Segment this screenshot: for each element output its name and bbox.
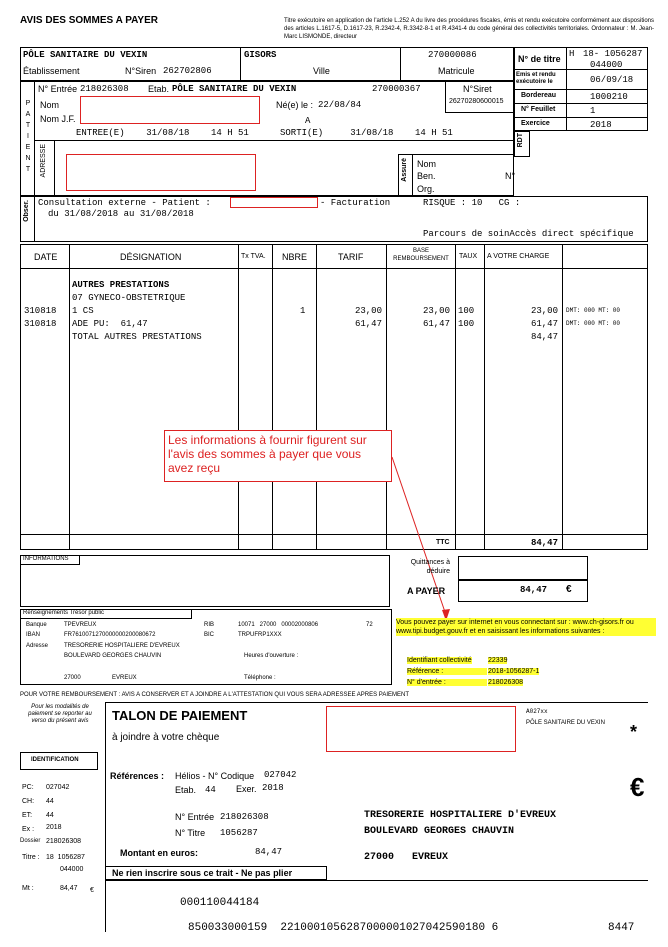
row1-base: 23,00: [422, 306, 450, 316]
dest-line1: TRESORERIE HOSPITALIERE D'EVREUX: [364, 810, 557, 821]
assure-nom-label: Nom: [417, 159, 437, 169]
quittances-box: [458, 556, 588, 580]
redacted-name-box: [80, 96, 260, 124]
etab-label: Etab.: [148, 84, 170, 94]
col-charge: A VOTRE CHARGE: [487, 253, 550, 260]
row1-nbre: 1: [300, 306, 306, 316]
row2-extra: DMT: 000 MT: 00: [566, 320, 621, 327]
emis-label: Emis et rendu exécutoire le: [516, 72, 556, 85]
exercice-label: Exercice: [521, 120, 550, 127]
internet-ref-label: Référence :: [407, 668, 487, 675]
matricule-value: 270000086: [428, 50, 477, 60]
talon-subtitle: à joindre à votre chèque: [112, 732, 220, 743]
assure-label: Assuré: [401, 158, 408, 182]
total-value: 84,47: [530, 332, 558, 342]
banque-label: Banque: [26, 622, 47, 628]
emis-date: 06/09/18: [590, 75, 634, 85]
ntitre-label: N° Titre: [175, 828, 206, 838]
identification-label: IDENTIFICATION: [31, 757, 79, 763]
dest-line2: BOULEVARD GEORGES CHAUVIN: [364, 826, 515, 837]
pc-label: PC:: [22, 784, 34, 791]
ne-rien-label: Ne rien inscrire sous ce trait - Ne pas plier: [112, 868, 293, 878]
titre-num-prefix: H: [569, 49, 575, 59]
obser-risque: RISQUE : 10 CG :: [423, 198, 521, 208]
dossier-label: Dossier: [20, 838, 41, 844]
quittances-label: Quittances à déduire: [410, 559, 450, 575]
informations-label: INFORMATIONS: [23, 556, 69, 562]
bic-value: TRPUFRP1XXX: [238, 632, 282, 638]
col-taux: TAUX: [459, 253, 478, 260]
talon-etab-label: Etab.: [175, 785, 197, 795]
entree-row: ENTREE(E) 31/08/18 14 H 51: [76, 128, 249, 138]
euro-icon: €: [630, 772, 645, 802]
titre-num-label: N° de titre: [518, 54, 561, 64]
banque-value: TPEVREUX: [64, 622, 97, 628]
talon-title: TALON DE PAIEMENT: [112, 708, 248, 723]
exercice-value: 2018: [590, 120, 612, 130]
adresse-label: ADRESSE: [40, 144, 47, 178]
section-title: AUTRES PRESTATIONS: [72, 280, 170, 290]
obser-label: Obser.: [23, 200, 30, 222]
dest-line3: 27000 EVREUX: [364, 852, 449, 863]
tresor-label: Renseignements Trésor public: [23, 610, 105, 616]
code-line2: 850033000159 2210001056287000001027042590180 6: [188, 922, 499, 934]
montant-value: 84,47: [255, 847, 283, 857]
col-base: BASE REMBOURSEMENT: [393, 248, 449, 262]
redacted-talon-box: [326, 706, 516, 752]
ch-value: 44: [46, 798, 54, 805]
row1-extra: DMT: 000 MT: 00: [566, 307, 621, 314]
nele-value: 22/08/84: [318, 100, 362, 110]
talon-note: Pour les modalités de paiement se reporter au verso du présent avis: [28, 704, 92, 724]
row2-designation: ADE PU: 61,47: [72, 319, 148, 329]
patient-etab-code: 270000367: [372, 84, 421, 94]
mt-euro: €: [90, 887, 94, 894]
exer-label: Exer.: [236, 784, 257, 794]
obser-line2: du 31/08/2018 au 31/08/2018: [48, 209, 194, 219]
col-tva: Tx TVA.: [241, 253, 266, 260]
entree-label: N° Entrée: [38, 84, 78, 94]
col-designation: DÉSIGNATION: [120, 252, 182, 262]
ttc-label: TTC: [436, 539, 450, 546]
codique-value: 027042: [264, 770, 297, 780]
remboursement-note: POUR VOTRE REMBOURSEMENT : AVIS A CONSERVER ET A JOINDRE A L'ATTESTATION QUI VOUS SERA ADRESSEE APRES PAIEMENT: [20, 692, 410, 698]
adresse-label-tresor: Adresse: [26, 643, 49, 649]
ch-label: CH:: [22, 798, 35, 805]
ntitre-value: 1056287: [220, 828, 258, 838]
nomjf-label: Nom J.F.: [40, 114, 76, 124]
et-value: 44: [46, 812, 54, 819]
row1-tarif: 23,00: [354, 306, 382, 316]
row2-date: 310818: [24, 319, 57, 329]
nom-label: Nom: [40, 100, 60, 110]
helios-label: Hélios - N° Codique: [175, 771, 255, 781]
siret-label: N°Siret: [463, 84, 492, 94]
bic-label: BIC: [204, 632, 215, 638]
total-label: TOTAL AUTRES PRESTATIONS: [72, 332, 202, 342]
obser-line1a: Consultation externe - Patient :: [38, 198, 211, 208]
mt-label: Mt :: [22, 885, 34, 892]
row1-designation: 1 CS: [72, 306, 94, 316]
row2-tarif: 61,47: [354, 319, 382, 329]
etablissement-label: Établissement: [23, 66, 80, 76]
feuillet-label: N° Feuillet: [521, 106, 556, 113]
internet-text: Vous pouvez payer sur internet en vous connectant sur : www.ch-gisors.fr ou www.tipi.budget.gouv.fr et en saisissant les informations suivantes :: [396, 618, 656, 636]
exer-value: 2018: [262, 783, 284, 793]
titre-label: Titre :: [22, 854, 40, 861]
nentree-value: 218026308: [220, 812, 269, 822]
pc-value: 027042: [46, 784, 70, 791]
col-date: DATE: [34, 252, 58, 262]
obser-parcours: Parcours de soinAccès direct spécifique: [423, 229, 634, 239]
code-line1: 000110044184: [180, 897, 260, 909]
sortie-row: SORTI(E) 31/08/18 14 H 51: [280, 128, 453, 138]
tresor-ville: EVREUX: [112, 675, 137, 681]
matricule-label: Matricule: [438, 66, 475, 76]
talon-code: A027xx: [526, 708, 548, 715]
apayer-value: 84,47: [520, 585, 548, 595]
internet-id-value: 22339: [488, 657, 508, 664]
rib-label: RIB: [204, 622, 215, 628]
ex-label: Ex :: [22, 826, 35, 833]
internet-ref-value: 2018-1056287-1: [488, 668, 540, 675]
obser-line1b: - Facturation: [320, 198, 391, 208]
city-label: Ville: [313, 66, 330, 76]
iban-label: IBAN: [26, 632, 41, 638]
row2-taux: 100: [458, 319, 475, 329]
code-line3: 8447: [608, 922, 635, 934]
row2-charge: 61,47: [530, 319, 558, 329]
iban-value: FR7610071270000000200080672: [64, 632, 156, 638]
ttc-value: 84,47: [530, 538, 558, 548]
row1-charge: 23,00: [530, 306, 558, 316]
et-label: ET:: [22, 812, 33, 819]
row2-base: 61,47: [422, 319, 450, 329]
assure-n-label: N°: [505, 171, 516, 181]
siren-label: N°Siren: [125, 66, 157, 76]
etablissement-name: PÔLE SANITAIRE DU VEXIN: [23, 50, 148, 60]
titre-value: 18 1056287: [46, 854, 85, 861]
tresor-adresse2: BOULEVARD GEORGES CHAUVIN: [64, 653, 162, 659]
talon-etab-value: 44: [205, 785, 216, 795]
rib-value: 10071 27000 00002000806: [238, 622, 319, 628]
nele-label: Né(e) le :: [276, 100, 314, 110]
siret-value: 26270280600015: [449, 98, 504, 105]
ex-value: 2018: [46, 824, 62, 831]
mt-value: 84,47: [60, 885, 78, 892]
internet-entree-label: N° d'entrée :: [407, 679, 487, 686]
rib-key: 72: [366, 622, 373, 628]
rdt-label: RDT: [517, 133, 524, 148]
titre-value2: 044000: [60, 866, 84, 873]
tresor-cp: 27000: [64, 675, 81, 681]
refs-label: Références :: [110, 771, 165, 781]
tresor-adresse1: TRESORERIE HOSPITALIERE D'EVREUX: [64, 643, 180, 649]
redacted-patient-box: [230, 197, 318, 208]
montant-label: Montant en euros:: [120, 848, 198, 858]
talon-org: PÔLE SANITAIRE DU VEXIN: [526, 720, 605, 726]
heures-label: Heures d'ouverture :: [244, 653, 299, 659]
patient-etab-name: PÔLE SANITAIRE DU VEXIN: [172, 84, 297, 94]
entree-value: 218026308: [80, 84, 129, 94]
apayer-label: A PAYER: [407, 586, 446, 596]
star-icon: *: [630, 722, 638, 742]
feuillet-value: 1: [590, 106, 596, 116]
titre-num-value2: 044000: [590, 60, 623, 70]
titre-num-value: 18- 1056287: [583, 49, 643, 59]
page-title: AVIS DES SOMMES A PAYER: [20, 15, 158, 26]
internet-id-label: Identifiant collectivité: [407, 657, 472, 664]
callout-arrow: [390, 455, 460, 625]
sexe-value: A: [305, 116, 311, 126]
siren-value: 262702806: [163, 66, 212, 76]
tel-label: Téléphone :: [244, 675, 276, 681]
row1-taux: 100: [458, 306, 475, 316]
col-nbre: NBRE: [282, 252, 308, 262]
dossier-value: 218026308: [46, 838, 82, 845]
apayer-euro: €: [566, 584, 572, 595]
callout-text: Les informations à fournir figurent sur l'avis des sommes à payer que vous avez reçu: [168, 433, 367, 475]
bordereau-label: Bordereau: [521, 92, 557, 99]
internet-entree-value: 218026308: [488, 679, 524, 686]
col-tarif: TARIF: [338, 252, 364, 262]
assure-ben-label: Ben.: [417, 171, 436, 181]
row1-date: 310818: [24, 306, 57, 316]
redacted-address-box: [66, 154, 256, 191]
city-value: GISORS: [244, 50, 277, 60]
bordereau-value: 1000210: [590, 92, 628, 102]
subsection-title: 07 GYNECO-OBSTETRIQUE: [72, 293, 186, 303]
nentree-label: N° Entrée: [175, 812, 215, 822]
assure-org-label: Org.: [417, 184, 435, 194]
legal-text: Titre exécutoire en application de l'article L.252 A du livre des procédures fiscales, émis et rendu exécutoire conformément aux dispositions des articles L.1617-5, D.1617-23, R.2342-4, R.3342-8-1 et R.4341-4 du code général des collectivités territoriales. Ordonnateur : M. Jean-Marc LISMONDE, directeur: [284, 18, 654, 40]
patient-side-label: P A T I E N T: [25, 100, 31, 173]
callout-box: [164, 430, 392, 482]
